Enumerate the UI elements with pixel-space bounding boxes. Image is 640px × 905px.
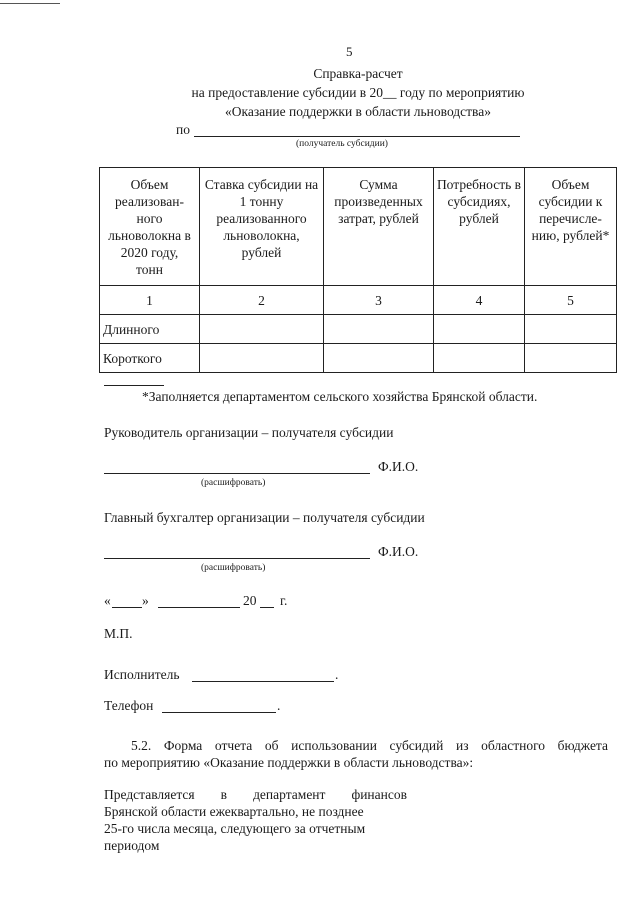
row-label-long: Длинного — [100, 315, 200, 344]
table-cell[interactable] — [525, 344, 617, 373]
section-5-2-line1: 5.2. Форма отчета об использовании субсидий из областного бюджета — [131, 738, 608, 753]
table-header-volume: Объем реализован-ного льноволокна в 2020 году, тонн — [100, 168, 200, 286]
table-row — [100, 344, 617, 373]
page-number: 5 — [346, 44, 353, 59]
document-title: Справка-расчет — [313, 66, 403, 81]
final-paragraph-line1: Представляется в департамент финансов — [104, 787, 407, 802]
executor-label: Исполнитель — [104, 667, 180, 682]
recipient-caption: (получатель субсидии) — [296, 139, 388, 149]
final-paragraph-line4: периодом — [104, 838, 160, 853]
document-subtitle: на предоставление субсидии в 20__ году по мероприятию — [191, 85, 525, 100]
footnote: *Заполняется департаментом сельского хозяйства Брянской области. — [142, 389, 538, 404]
phone-label: Телефон — [104, 698, 154, 713]
table-cell[interactable] — [434, 315, 525, 344]
date-close-quote: » — [142, 593, 149, 608]
final-paragraph-line3: 25-го числа месяца, следующего за отчетным — [104, 821, 366, 836]
phone-line[interactable] — [162, 712, 276, 713]
date-open-quote: « — [104, 593, 111, 608]
accountant-label: Главный бухгалтер организации – получателя субсидии — [104, 510, 425, 525]
table-cell[interactable] — [200, 315, 324, 344]
table-cell[interactable] — [434, 344, 525, 373]
table-header-costs: Сумма произведенных затрат, рублей — [324, 168, 434, 286]
date-year-line[interactable] — [260, 607, 274, 608]
accountant-fio: Ф.И.О. — [378, 544, 419, 559]
table-header-rate: Ставка субсидии на 1 тонну реализованного льноволокна, рублей — [200, 168, 324, 286]
accountant-signature-line[interactable] — [104, 558, 370, 559]
table-cell[interactable] — [525, 315, 617, 344]
footnote-separator — [104, 385, 164, 386]
scan-edge-line — [0, 3, 60, 4]
date-year-prefix: 20 — [243, 593, 257, 608]
section-5-2-line2: по мероприятию «Оказание поддержки в области льноводства»: — [104, 755, 474, 770]
head-label: Руководитель организации – получателя субсидии — [104, 425, 394, 440]
date-month-line[interactable] — [158, 607, 240, 608]
date-day-line[interactable] — [112, 607, 142, 608]
seal-place: М.П. — [104, 626, 133, 641]
po-label: по — [176, 122, 190, 137]
executor-line[interactable] — [192, 681, 334, 682]
table-col-number: 2 — [200, 286, 324, 315]
date-suffix: г. — [280, 593, 288, 608]
table-cell[interactable] — [324, 344, 434, 373]
table-col-number: 4 — [434, 286, 525, 315]
table-col-number: 5 — [525, 286, 617, 315]
head-signature-line[interactable] — [104, 473, 370, 474]
table-row — [100, 315, 617, 344]
final-paragraph-line2: Брянской области ежеквартально, не позднее — [104, 804, 364, 819]
recipient-line[interactable] — [194, 136, 520, 137]
table-header-need: Потребность в субсидиях, рублей — [434, 168, 525, 286]
accountant-decode-caption: (расшифровать) — [201, 563, 266, 573]
head-decode-caption: (расшифровать) — [201, 478, 266, 488]
table-col-number: 3 — [324, 286, 434, 315]
table-cell[interactable] — [324, 315, 434, 344]
calculation-table — [99, 167, 617, 373]
table-cell[interactable] — [200, 344, 324, 373]
document-program: «Оказание поддержки в области льноводства» — [225, 104, 491, 119]
table-header-transfer: Объем субсидии к перечисле-нию, рублей* — [525, 168, 617, 286]
head-fio: Ф.И.О. — [378, 459, 419, 474]
row-label-short: Короткого — [100, 344, 200, 373]
table-col-number: 1 — [100, 286, 200, 315]
